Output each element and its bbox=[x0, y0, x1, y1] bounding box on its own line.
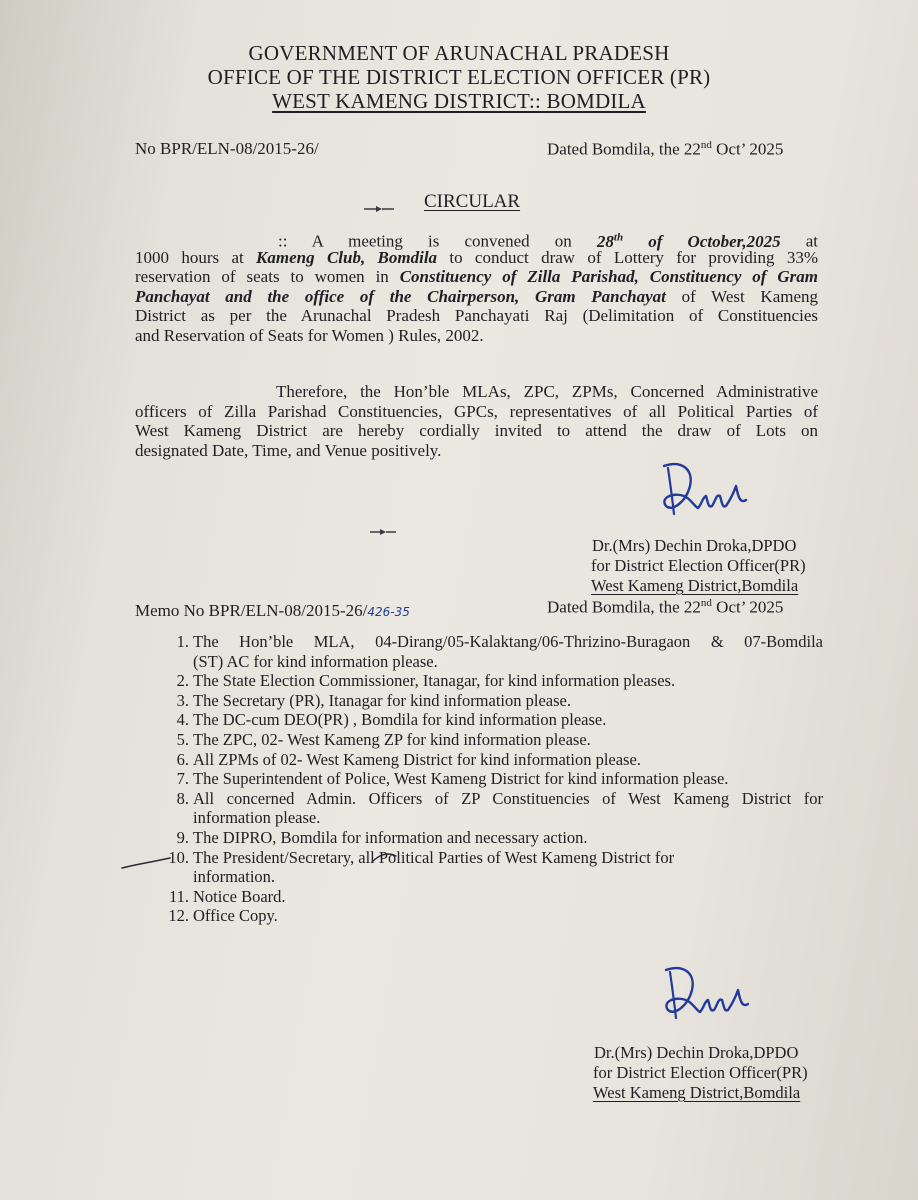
list-item-number: 1. bbox=[176, 632, 189, 651]
list-item-number: 7. bbox=[176, 769, 189, 789]
signature-2-block bbox=[593, 1043, 808, 1103]
memo-date-sup: nd bbox=[700, 597, 712, 609]
memo-date-suffix: Oct’ 2025 bbox=[711, 597, 784, 617]
p1-time: 1000 hours at bbox=[135, 247, 257, 267]
list-item-text-2: information. bbox=[193, 867, 276, 887]
list-item-text-2: (ST) AC for kind information please. bbox=[193, 651, 438, 671]
list-item bbox=[163, 789, 823, 828]
memo-handwritten-range: 426-35 bbox=[367, 605, 410, 619]
reference-number: No BPR/ELN-08/2015-26/ bbox=[135, 139, 319, 158]
signature-2-ink bbox=[652, 960, 762, 1030]
list-item-number: 4. bbox=[176, 710, 189, 730]
list-item-number: 12. bbox=[168, 906, 189, 926]
list-item-text: The DC-cum DEO(PR) , Bomdila for kind information please. bbox=[193, 710, 607, 730]
list-item-number: 9. bbox=[176, 827, 189, 847]
list-item-text: Notice Board. bbox=[193, 886, 286, 906]
p1-venue: Kameng Club, Bomdila bbox=[256, 247, 438, 267]
p1-line-5: District as per the Arunachal Pradesh Panchayati Raj (Delimitation of Constituencies bbox=[135, 306, 818, 326]
signature-2-name: Dr.(Mrs) Dechin Droka,DPDO bbox=[594, 1043, 799, 1062]
p2-line-3: West Kameng District are hereby cordially invited to attend the draw of Lots on bbox=[135, 421, 818, 441]
circular-title bbox=[424, 191, 520, 213]
p1-line-6: and Reservation of Seats for Women ) Rules, 2002. bbox=[135, 325, 484, 345]
memo-date bbox=[547, 597, 783, 618]
p1-purpose: to conduct draw of Lottery for providing 33% bbox=[437, 247, 819, 267]
list-item-number: 3. bbox=[176, 690, 189, 710]
signature-1-place-text: West Kameng District,Bomdila bbox=[591, 576, 799, 595]
p1-constituency: Constituency of Zilla Parishad, Constituency of Gram bbox=[399, 267, 818, 287]
p1-line-1 bbox=[135, 228, 818, 251]
list-item bbox=[163, 691, 823, 711]
list-item bbox=[163, 730, 823, 750]
p1-line-4 bbox=[135, 287, 818, 307]
list-item-number: 11. bbox=[168, 886, 189, 906]
list-item-number: 10. bbox=[168, 847, 189, 867]
list-item-text: The State Election Commissioner, Itanagar, for kind information pleases. bbox=[193, 671, 676, 691]
list-item-text: The Superintendent of Police, West Kameng District for kind information please. bbox=[193, 769, 729, 789]
list-item-text: The ZPC, 02- West Kameng ZP for kind information please. bbox=[193, 729, 591, 749]
memo-number bbox=[135, 601, 410, 621]
dash-mark bbox=[362, 204, 396, 214]
signature-1-block bbox=[591, 536, 806, 596]
dash-mark-2 bbox=[368, 527, 398, 537]
list-item bbox=[163, 887, 823, 907]
reference-date bbox=[547, 139, 783, 160]
p2-line-4: designated Date, Time, and Venue positively. bbox=[135, 440, 442, 460]
list-item-text: The Secretary (PR), Itanagar for kind information please. bbox=[193, 690, 571, 710]
circular-paragraph-2 bbox=[135, 382, 818, 460]
list-item-text: The President/Secretary, all Political Parties of West Kameng District for bbox=[193, 847, 675, 867]
p2-line-2: officers of Zilla Parishad Constituencies, GPCs, representatives of all Political Parties of bbox=[135, 401, 818, 421]
list-item bbox=[163, 632, 823, 671]
list-item bbox=[163, 671, 823, 691]
header-government: GOVERNMENT OF ARUNACHAL PRADESH bbox=[248, 41, 670, 65]
memo-number-text: Memo No BPR/ELN-08/2015-26/ bbox=[135, 601, 368, 620]
reference-date-prefix: Dated Bomdila, the 22 bbox=[547, 139, 701, 159]
p1-at: at bbox=[780, 231, 818, 251]
list-item-text: The DIPRO, Bomdila for information and necessary action. bbox=[193, 827, 588, 847]
p1-panchayat: Panchayat and the office of the Chairperson, Gram Panchayat bbox=[135, 286, 666, 306]
circular-paragraph-1 bbox=[135, 228, 818, 346]
signature-2-place bbox=[593, 1083, 808, 1103]
signature-1-name: Dr.(Mrs) Dechin Droka,DPDO bbox=[592, 536, 797, 555]
list-item-number: 8. bbox=[176, 788, 189, 808]
handwritten-check-mark bbox=[118, 846, 418, 876]
p1-date-day: 28 bbox=[596, 231, 614, 251]
signature-1-ink bbox=[650, 456, 760, 526]
list-item bbox=[163, 710, 823, 730]
signature-2-for: for District Election Officer(PR) bbox=[593, 1063, 808, 1082]
list-item-text: All ZPMs of 02- West Kameng District for kind information please. bbox=[193, 749, 641, 769]
header-district bbox=[0, 89, 918, 114]
p1-date-sup: th bbox=[613, 231, 624, 243]
list-item-number: 5. bbox=[176, 729, 189, 749]
header-office: OFFICE OF THE DISTRICT ELECTION OFFICER (PR) bbox=[207, 65, 711, 89]
list-item bbox=[163, 828, 823, 848]
p1-of-west-kameng: of West Kameng bbox=[665, 286, 819, 306]
signature-1-place bbox=[591, 576, 806, 596]
reference-date-suffix: Oct’ 2025 bbox=[711, 139, 784, 159]
list-item bbox=[163, 750, 823, 770]
p2-line-1: Therefore, the Hon’ble MLAs, ZPC, ZPMs, Concerned Administrative bbox=[276, 382, 818, 401]
p1-intro: :: A meeting is convened on bbox=[278, 231, 597, 251]
p1-date-rest: of October,2025 bbox=[623, 231, 781, 251]
list-item bbox=[163, 906, 823, 926]
list-item-number: 6. bbox=[176, 749, 189, 769]
p1-line-2 bbox=[135, 248, 818, 268]
distribution-list bbox=[163, 632, 823, 926]
memo-date-prefix: Dated Bomdila, the 22 bbox=[547, 597, 701, 617]
p1-reservation: reservation of seats to women in bbox=[135, 267, 400, 287]
list-item-text: The Hon’ble MLA, 04-Dirang/05-Kalaktang/06-Thrizino-Buragaon & 07-Bomdila bbox=[193, 632, 823, 651]
header-district-text: WEST KAMENG DISTRICT:: BOMDILA bbox=[272, 89, 646, 113]
list-item-number: 2. bbox=[176, 671, 189, 691]
p1-line-3 bbox=[135, 267, 818, 287]
list-item bbox=[163, 769, 823, 789]
list-item-text-2: information please. bbox=[193, 808, 321, 828]
circular-title-text: CIRCULAR bbox=[424, 191, 521, 212]
list-item-text: All concerned Admin. Officers of ZP Constituencies of West Kameng District for bbox=[193, 788, 823, 808]
reference-date-sup: nd bbox=[700, 139, 712, 151]
list-item-text: Office Copy. bbox=[193, 906, 278, 926]
signature-1-for: for District Election Officer(PR) bbox=[591, 556, 806, 575]
signature-2-place-text: West Kameng District,Bomdila bbox=[593, 1083, 801, 1102]
